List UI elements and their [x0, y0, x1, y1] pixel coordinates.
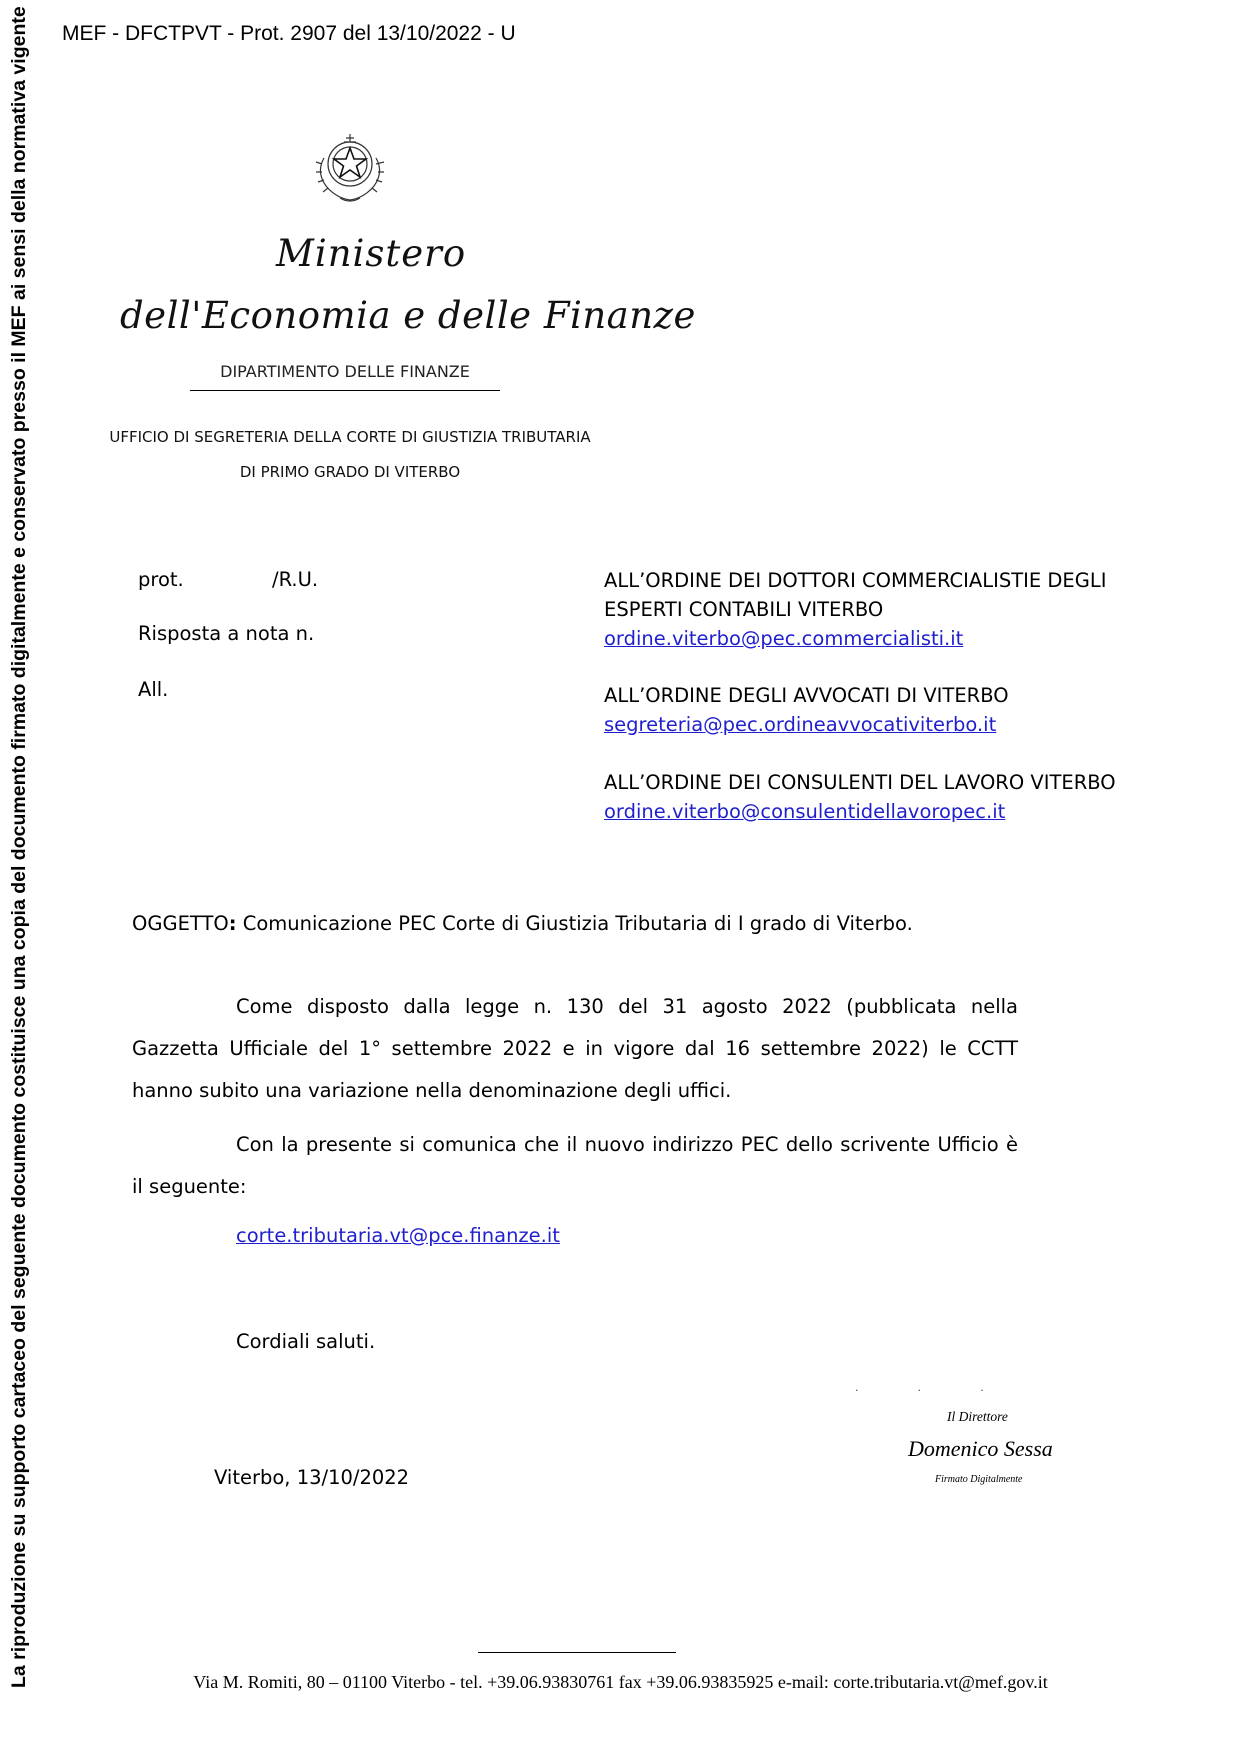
closing-greeting: Cordiali saluti.: [236, 1330, 376, 1353]
office-line1: UFFICIO DI SEGRETERIA DELLA CORTE DI GIUSTIZIA TRIBUTARIA: [109, 428, 591, 446]
body-paragraph-1: Come disposto dalla legge n. 130 del 31 agosto 2022 (pubblicata nella Gazzetta Ufficiale del 1° settembre 2022 e in vigore dal 16 settembre 2022) le CCTT hanno subito una variazione nella denominazione degli uffici.: [132, 995, 1018, 1102]
office-name: [100, 420, 600, 490]
protocol-label: prot.: [138, 568, 184, 591]
subject-label: OGGETTO: [132, 912, 229, 935]
ministry-title-line2: dell'Economia e delle Finanze: [120, 294, 696, 337]
ministry-title-line1: Ministero: [276, 232, 467, 275]
recipient-commercialisti: [604, 566, 1106, 653]
signer-name: Domenico Sessa: [908, 1436, 1053, 1461]
recipient-name: ALL’ORDINE DEI CONSULENTI DEL LAVORO VITERBO: [604, 771, 1116, 794]
footer-divider: [478, 1652, 676, 1653]
place-and-date: Viterbo, 13/10/2022: [214, 1466, 410, 1489]
footer-address: Via M. Romiti, 80 – 01100 Viterbo - tel. +39.06.93830761 fax +39.06.93835925 e-mail: corte.tributaria.vt@mef.gov.it: [193, 1672, 1048, 1692]
body-paragraph-2: Con la presente si comunica che il nuovo indirizzo PEC dello scrivente Ufficio è il seguente:: [132, 1133, 1018, 1198]
signer-role: Il Direttore: [947, 1409, 1008, 1424]
digital-signature-note: Firmato Digitalmente: [935, 1474, 1023, 1485]
legal-side-note: La riproduzione su supporto cartaceo del seguente documento costituisce una copia del documento firmato digitalmente e conservato presso il MEF ai sensi della normativa vigente: [8, 6, 30, 1688]
recipient-consulenti: [604, 768, 1116, 826]
signature-dots: . . .: [855, 1380, 1012, 1394]
recipient-avvocati: [604, 681, 1009, 739]
protocol-number: MEF - DFCTPVT - Prot. 2907 del 13/10/2022 - U: [62, 22, 516, 45]
recipient-email-link[interactable]: ordine.viterbo@pec.commercialisti.it: [604, 627, 964, 650]
italian-republic-emblem-icon: [310, 128, 390, 206]
recipient-email-link[interactable]: segreteria@pec.ordineavvocativiterbo.it: [604, 713, 997, 736]
recipient-name: ESPERTI CONTABILI VITERBO: [604, 598, 884, 621]
protocol-field: [138, 568, 319, 591]
department-underline: [190, 390, 500, 391]
recipient-email-link[interactable]: ordine.viterbo@consulentidellavoropec.it: [604, 800, 1006, 823]
pec-address-link[interactable]: corte.tributaria.vt@pce.finanze.it: [236, 1224, 560, 1247]
subject-text: Comunicazione PEC Corte di Giustizia Tributaria di I grado di Viterbo.: [236, 912, 913, 935]
attachments-label: All.: [138, 678, 169, 701]
recipient-name: ALL’ORDINE DEI DOTTORI COMMERCIALISTIE DEGLI: [604, 569, 1107, 592]
protocol-suffix: /R.U.: [272, 568, 319, 591]
reply-reference: Risposta a nota n.: [138, 622, 315, 645]
department-name: DIPARTIMENTO DELLE FINANZE: [220, 362, 470, 381]
office-line2: DI PRIMO GRADO DI VITERBO: [239, 463, 461, 481]
subject-colon: :: [228, 912, 237, 935]
subject-line: [132, 912, 913, 935]
recipient-name: ALL’ORDINE DEGLI AVVOCATI DI VITERBO: [604, 684, 1009, 707]
